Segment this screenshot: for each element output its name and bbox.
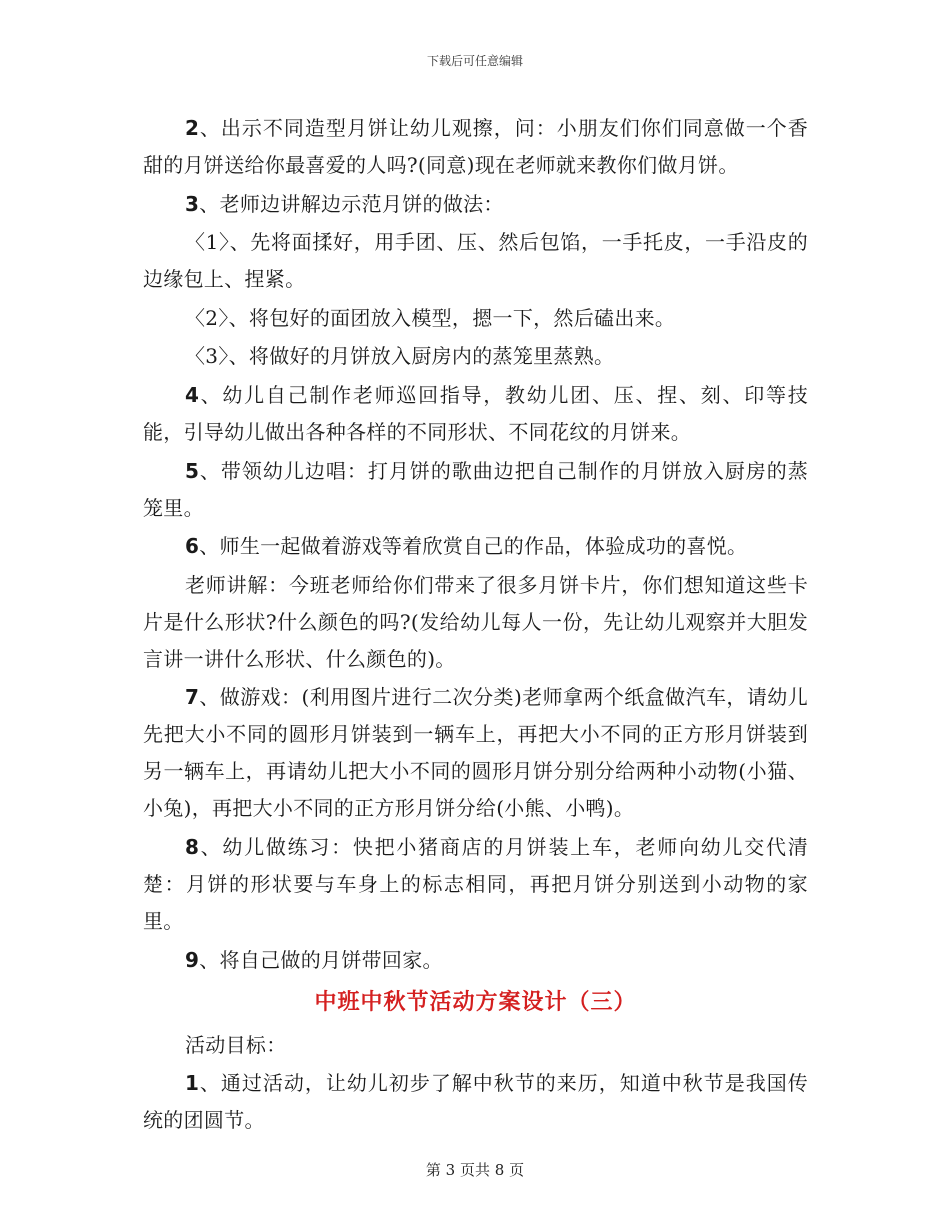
item-number: 5 (185, 458, 200, 483)
paragraph-4 (143, 377, 808, 451)
paragraph-8 (143, 829, 808, 940)
paragraph-text: 、师生一起做着游戏等着欣赏自己的作品，体验成功的喜悦。 (199, 534, 748, 559)
item-number: 8 (185, 834, 200, 859)
paragraph-5 (143, 453, 808, 527)
paragraph-text: 、做游戏：(利用图片进行二次分类)老师拿两个纸盒做汽车，请幼儿先把大小不同的圆形月饼装到一辆车上，再把大小不同的正方形月饼装到另一辆车上，再请幼儿把大小不同的圆形月饼分别分给两种小动物(小猫、小兔)，再把大小不同的正方形月饼分给(小熊、小鸭)。 (143, 685, 808, 821)
paragraph-text: 活动目标： (185, 1032, 287, 1057)
item-number: 1 (185, 1071, 200, 1096)
goal-1 (143, 1065, 808, 1139)
item-number: 6 (185, 534, 200, 559)
section-title: 中班中秋节活动方案设计（三） (314, 988, 637, 1015)
paragraph-2 (143, 110, 808, 184)
paragraph-text: 〈2〉、将包好的面团放入模型，摁一下，然后磕出来。 (185, 305, 676, 330)
item-number: 7 (185, 685, 200, 710)
document-body (143, 110, 808, 1139)
paragraph-3 (143, 186, 808, 223)
page-header: 下载后可任意编辑 (426, 54, 523, 68)
paragraph-9 (143, 942, 808, 979)
item-number: 2 (185, 116, 200, 140)
paragraph-text: 、幼儿自己制作老师巡回指导，教幼儿团、压、捏、刻、印等技能，引导幼儿做出各种各样的不同形状、不同花纹的月饼来。 (143, 382, 808, 444)
substep-2 (143, 300, 808, 337)
activity-goals-label (143, 1027, 808, 1064)
paragraph-6 (143, 528, 808, 565)
paragraph-text: 、将自己做的月饼带回家。 (199, 947, 443, 972)
teacher-explanation (143, 567, 808, 678)
page-footer: 第 3 页共 8 页 (425, 1161, 525, 1179)
item-number: 3 (185, 191, 200, 216)
paragraph-text: 、幼儿做练习：快把小猪商店的月饼装上车，老师向幼儿交代清楚：月饼的形状要与车身上的标志相同，再把月饼分别送到小动物的家里。 (143, 834, 808, 933)
paragraph-7 (143, 679, 808, 827)
item-number: 4 (185, 382, 200, 407)
paragraph-text: 、带领幼儿边唱：打月饼的歌曲边把自己制作的月饼放入厨房的蒸笼里。 (143, 458, 808, 520)
paragraph-text: 、老师边讲解边示范月饼的做法： (199, 191, 504, 216)
paragraph-text: 〈3〉、将做好的月饼放入厨房内的蒸笼里蒸熟。 (185, 344, 615, 369)
paragraph-text: 、通过活动，让幼儿初步了解中秋节的来历，知道中秋节是我国传统的团圆节。 (143, 1071, 808, 1133)
substep-1 (143, 224, 808, 298)
paragraph-text: 、出示不同造型月饼让幼儿观擦，问：小朋友们你们同意做一个香甜的月饼送给你最喜爱的人吗?(同意)现在老师就来教你们做月饼。 (143, 116, 808, 177)
paragraph-text: 老师讲解：今班老师给你们带来了很多月饼卡片，你们想知道这些卡片是什么形状?什么颜色的吗?(发给幼儿每人一份，先让幼儿观察并大胆发言讲一讲什么形状、什么颜色的)。 (143, 572, 808, 671)
paragraph-text: 〈1〉、先将面揉好，用手团、压、然后包馅，一手托皮，一手沿皮的边缘包上、捏紧。 (143, 230, 808, 292)
substep-3 (143, 338, 808, 375)
item-number: 9 (185, 947, 200, 972)
